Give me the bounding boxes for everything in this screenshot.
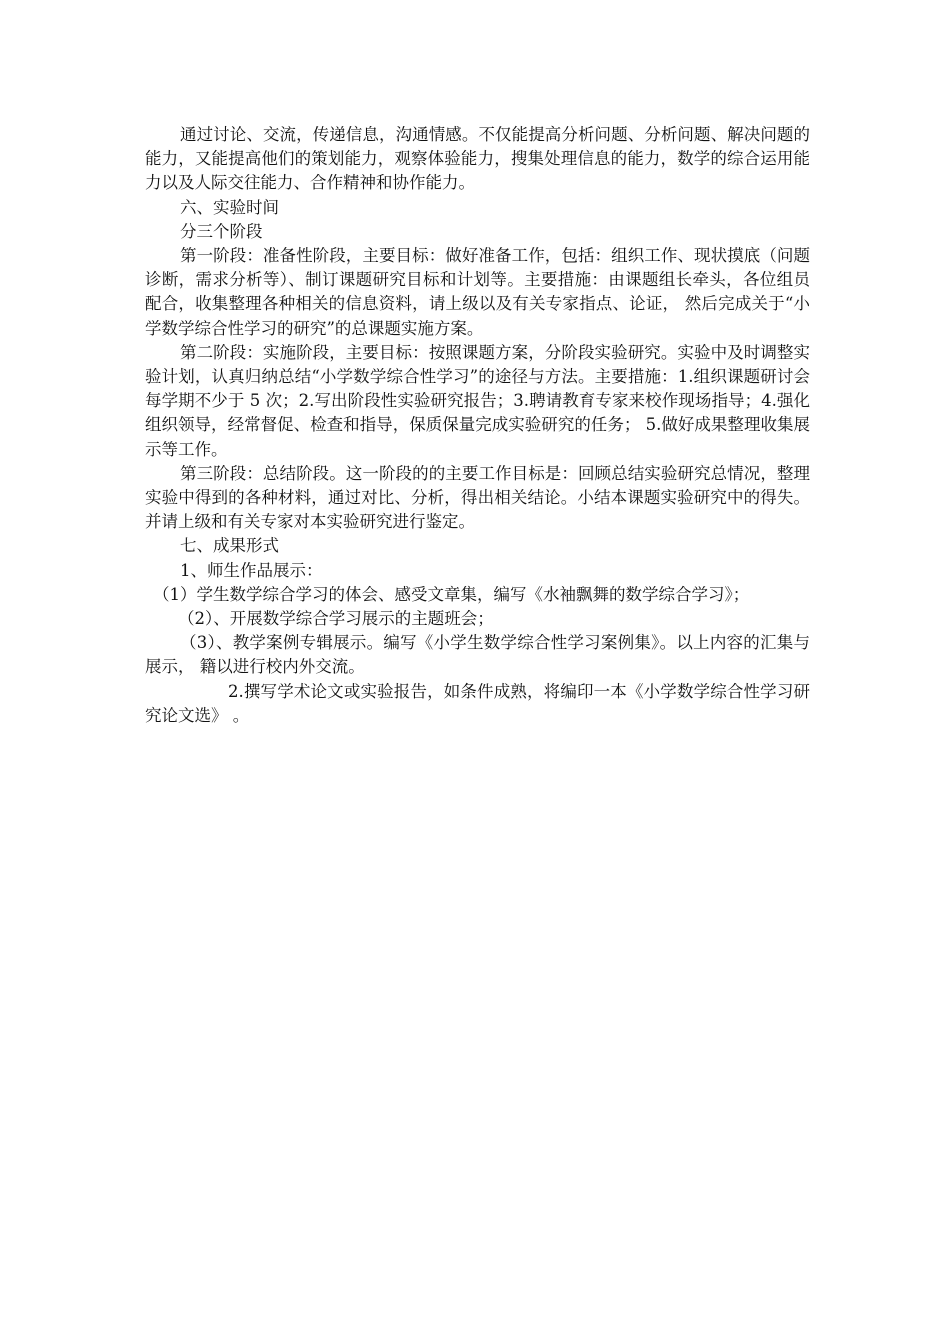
results-subitem-2: （2）、开展数学综合学习展示的主题班会； (178, 609, 494, 629)
stage-overview: 分三个阶段 (180, 221, 263, 241)
results-subitem-3: （3）、教学案例专辑展示。编写《小学生数学综合性学习案例集》。以上内容的汇集与展示， 籍以进行校内外交流。 (145, 633, 810, 677)
document-body (145, 123, 810, 728)
stage-three-paragraph: 第三阶段：总结阶段。这一阶段的的主要工作目标是：回顾总结实验研究总情况，整理实验中得到的各种材料，通过对比、分析，得出相关结论。小结本课题实验研究中的得失。并请上级和有关专家对本实验研究进行鉴定。 (145, 463, 810, 532)
results-item-2: 2.撰写学术论文或实验报告，如条件成熟，将编印一本《小学数学综合性学习研究论文选》 。 (145, 681, 810, 725)
results-subitem-1: （1）学生数学综合学习的体会、感受文章集，编写《水袖飘舞的数学综合学习》； (153, 584, 750, 604)
stage-two-paragraph: 第二阶段：实施阶段，主要目标：按照课题方案，分阶段实验研究。实验中及时调整实验计划，认真归纳总结“小学数学综合性学习”的途径与方法。主要措施：1.组织课题研讨会每学期不少于 5 次；2.写出阶段性实验研究报告；3.聘请教育专家来校作现场指导；4.强化组织领导，经常督促、检查和指导，保质保量完成实验研究的任务； 5.做好成果整理收集展示等工作。 (145, 342, 810, 459)
section-heading-experiment-time: 六、实验时间 (180, 197, 279, 217)
results-item-1: 1、师生作品展示： (180, 560, 323, 580)
section-heading-results-form: 七、成果形式 (180, 536, 279, 556)
intro-paragraph: 通过讨论、交流，传递信息，沟通情感。不仅能提高分析问题、分析问题、解决问题的能力，又能提高他们的策划能力，观察体验能力，搜集处理信息的能力，数学的综合运用能力以及人际交往能力、合作精神和协作能力。 (145, 125, 810, 193)
stage-one-paragraph: 第一阶段：准备性阶段，主要目标：做好准备工作，包括：组织工作、现状摸底（问题诊断，需求分析等）、制订课题研究目标和计划等。主要措施：由课题组长牵头，各位组员配合，收集整理各种相关的信息资料，请上级以及有关专家指点、论证， 然后完成关于“小学数学综合性学习的研究”的总课题实施方案。 (145, 246, 810, 338)
